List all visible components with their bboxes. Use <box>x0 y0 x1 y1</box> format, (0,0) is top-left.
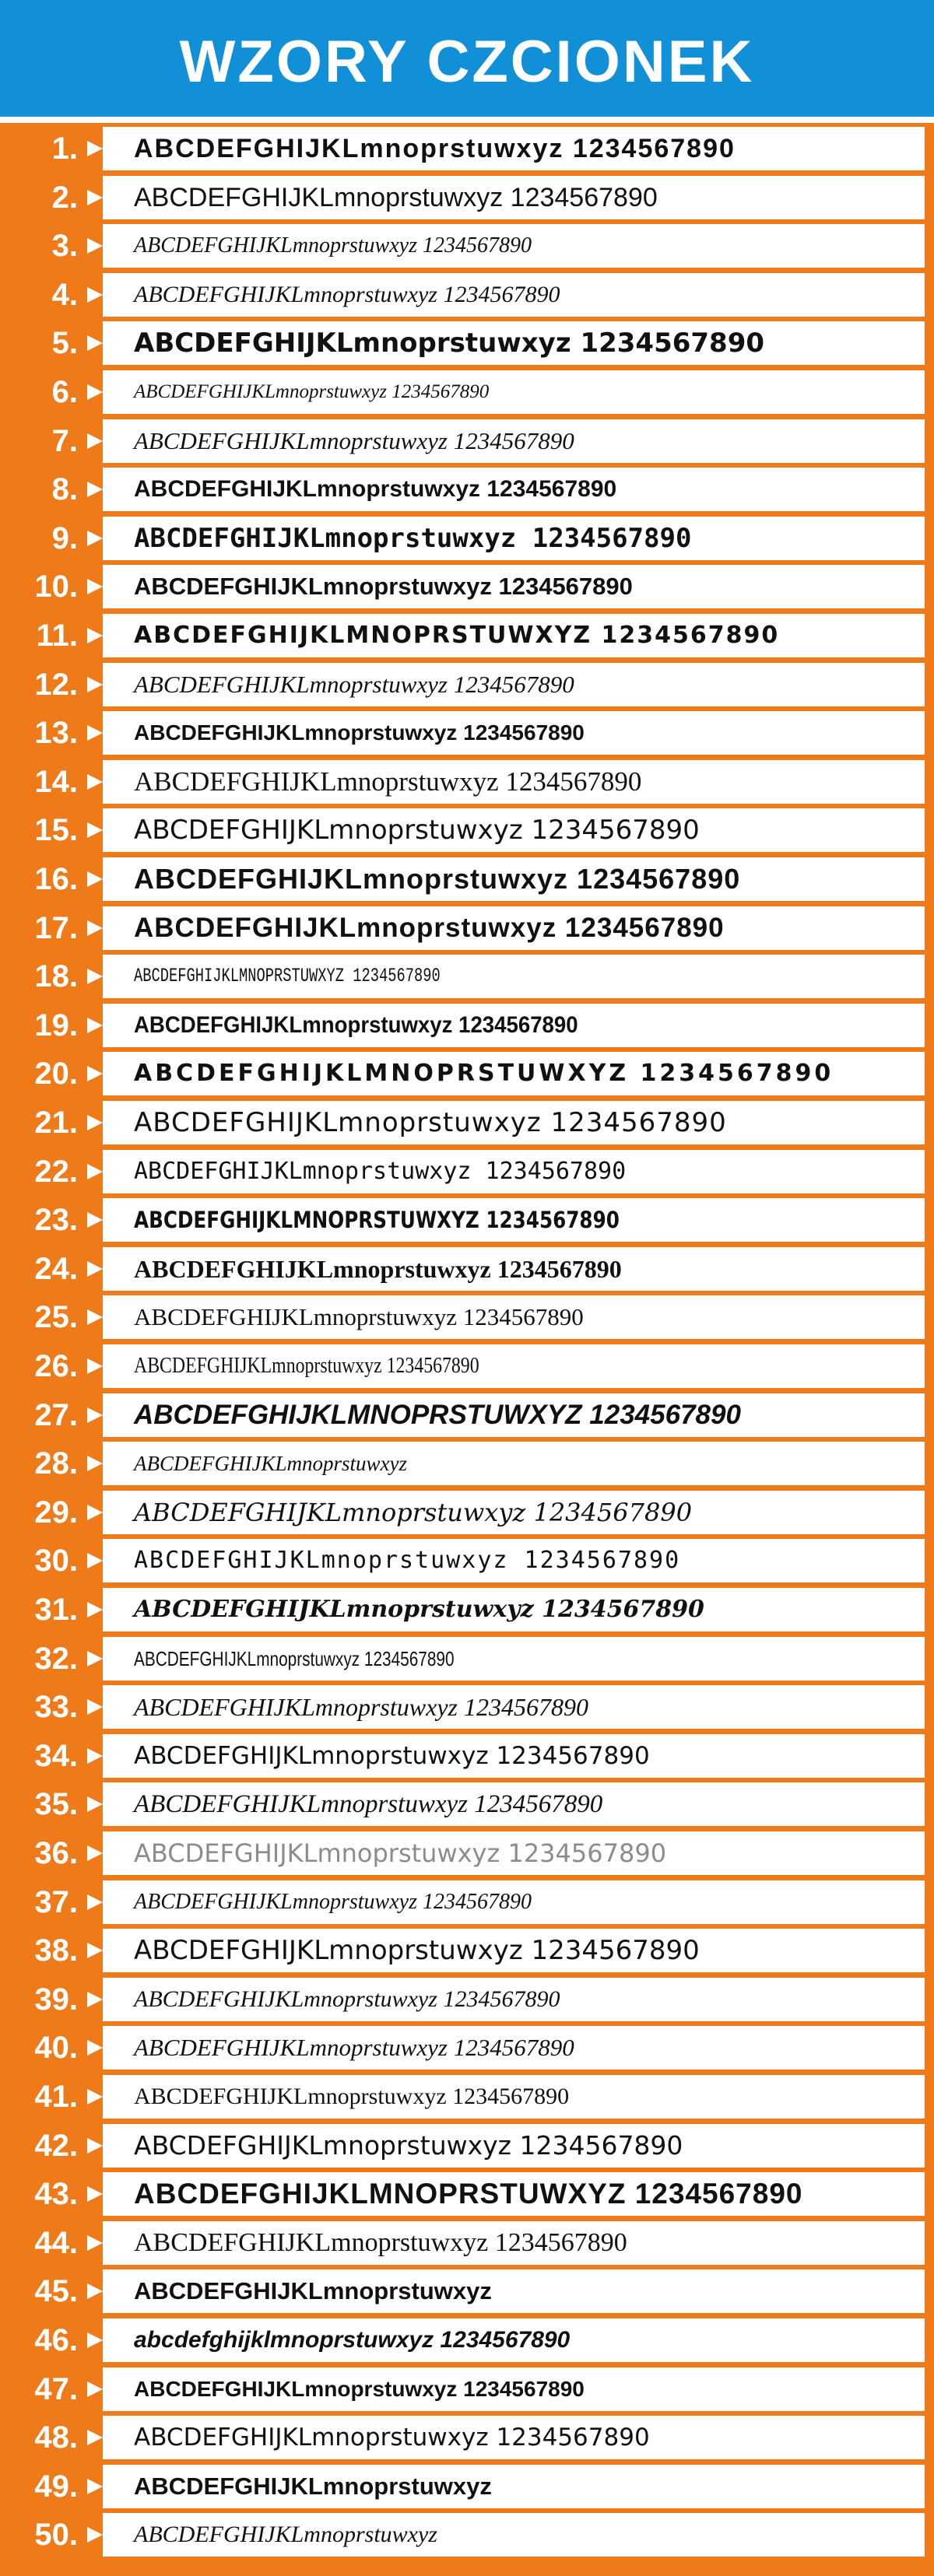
arrow-right-icon <box>87 531 103 546</box>
font-row <box>0 2465 934 2508</box>
font-number: 16. <box>34 862 78 896</box>
font-sample-panel <box>103 321 925 365</box>
font-sample-text: ABCDEFGHIJKLmnoprstuwxyz 1234567890 <box>134 720 585 745</box>
arrow-right-icon <box>87 2381 103 2397</box>
font-number: 5. <box>51 326 78 360</box>
font-row <box>0 1685 934 1729</box>
font-number: 37. <box>34 1885 78 1919</box>
font-sample-text: ABCDEFGHIJKLmnoprstuwxyz 1234567890 <box>134 1935 700 1966</box>
font-number: 25. <box>34 1300 78 1334</box>
font-sample-panel <box>103 2513 925 2557</box>
font-number: 45. <box>34 2274 78 2308</box>
font-sample-panel <box>103 468 925 511</box>
font-sample-panel <box>103 2221 925 2265</box>
font-sample-text: ABCDEFGHIJKLmnoprstuwxyz 1234567890 <box>134 282 560 307</box>
font-sample-text: ABCDEFGHIJKLmnoprstuwxyz 1234567890 <box>134 573 633 600</box>
font-sample-panel <box>103 1393 925 1437</box>
font-sample-panel <box>103 711 925 755</box>
font-sample-text: ABCDEFGHIJKLMNOPRSTUWXYZ 1234567890 <box>134 1400 741 1430</box>
font-number: 1. <box>51 131 78 166</box>
font-sample-panel <box>103 1588 925 1631</box>
font-sample-panel <box>103 127 925 170</box>
font-sample-text: ABCDEFGHIJKLmnoprstuwxyz 1234567890 <box>134 1107 727 1138</box>
font-number: 49. <box>34 2469 78 2504</box>
arrow-right-icon <box>87 1748 103 1764</box>
arrow-right-icon <box>87 1066 103 1081</box>
font-sample-text: ABCDEFGHIJKLMNOPRSTUWXYZ 1234567890 <box>134 2178 803 2210</box>
font-row <box>0 1344 934 1388</box>
font-sample-text: ABCDEFGHIJKLmnoprstuwxyz 1234567890 <box>134 2084 570 2109</box>
font-sample-text: ABCDEFGHIJKLmnoprstuwxyz 1234567890 <box>134 1498 693 1527</box>
font-number: 30. <box>34 1544 78 1578</box>
arrow-right-icon <box>87 822 103 838</box>
font-row <box>0 419 934 463</box>
font-sample-panel <box>103 1295 925 1339</box>
arrow-right-icon <box>87 1358 103 1374</box>
font-number: 36. <box>34 1836 78 1870</box>
arrow-right-icon <box>87 1505 103 1520</box>
font-row <box>0 1734 934 1778</box>
font-sample-text: ABCDEFGHIJKLmnoprstuwxyz 1234567890 <box>134 1838 667 1868</box>
font-row <box>0 1004 934 1047</box>
font-row <box>0 1101 934 1144</box>
font-sample-panel <box>103 808 925 852</box>
font-sample-text: ABCDEFGHIJKLMNOPRSTUWXYZ 1234567890 <box>134 965 441 987</box>
font-row <box>0 1150 934 1193</box>
font-row <box>0 1880 934 1924</box>
font-sample-text: ABCDEFGHIJKLmnoprstuwxyz 1234567890 <box>134 815 700 846</box>
font-sample-text: ABCDEFGHIJKLmnoprstuwxyz 1234567890 <box>134 1693 588 1721</box>
font-row <box>0 2513 934 2557</box>
font-number: 22. <box>34 1155 78 1189</box>
font-sample-text: ABCDEFGHIJKLmnoprstuwxyz 1234567890 <box>134 523 692 554</box>
arrow-right-icon <box>87 774 103 790</box>
arrow-right-icon <box>87 871 103 887</box>
font-sample-panel <box>103 1734 925 1778</box>
font-sample-panel <box>103 176 925 219</box>
font-sample-text: ABCDEFGHIJKLmnoprstuwxyz 1234567890 <box>134 2130 683 2161</box>
arrow-right-icon <box>87 1699 103 1715</box>
font-sample-text: ABCDEFGHIJKLmnoprstuwxyz 1234567890 <box>134 1012 578 1038</box>
font-sample-panel <box>103 1978 925 2021</box>
font-sample-text: ABCDEFGHIJKLmnoprstuwxyz 1234567890 <box>134 427 574 454</box>
font-sample-panel <box>103 2124 925 2168</box>
font-row <box>0 1588 934 1631</box>
font-sample-text: ABCDEFGHIJKLmnoprstuwxyz 1234567890 <box>134 1890 532 1914</box>
arrow-right-icon <box>87 2332 103 2348</box>
font-row <box>0 663 934 706</box>
font-row <box>0 2416 934 2459</box>
font-row <box>0 2026 934 2070</box>
font-number: 28. <box>34 1446 78 1481</box>
arrow-right-icon <box>87 2479 103 2494</box>
font-number: 32. <box>34 1642 78 1676</box>
arrow-right-icon <box>87 2527 103 2543</box>
font-number: 7. <box>51 424 78 458</box>
arrow-right-icon <box>87 335 103 351</box>
font-sample-text: ABCDEFGHIJKLmnoprstuwxyz <box>134 2277 492 2304</box>
arrow-right-icon <box>87 433 103 449</box>
font-number: 31. <box>34 1593 78 1627</box>
arrow-right-icon <box>87 1602 103 1617</box>
font-sample-panel <box>103 2026 925 2070</box>
arrow-right-icon <box>87 628 103 643</box>
arrow-right-icon <box>87 1796 103 1812</box>
font-row <box>0 711 934 755</box>
font-row <box>0 1393 934 1437</box>
font-sample-text: ABCDEFGHIJKLmnoprstuwxyz 1234567890 <box>134 1596 704 1623</box>
arrow-right-icon <box>87 1894 103 1910</box>
font-sample-panel <box>103 1198 925 1242</box>
font-row <box>0 176 934 219</box>
font-sample-text: ABCDEFGHIJKLmnoprstuwxyz 1234567890 <box>134 913 725 943</box>
arrow-right-icon <box>87 2430 103 2445</box>
font-number: 3. <box>51 229 78 263</box>
font-number: 39. <box>34 1982 78 2017</box>
font-sample-panel <box>103 273 925 317</box>
font-sample-panel <box>103 1637 925 1681</box>
font-sample-panel <box>103 2416 925 2459</box>
arrow-right-icon <box>87 1164 103 1179</box>
font-number: 23. <box>34 1203 78 1237</box>
arrow-right-icon <box>87 1309 103 1325</box>
font-row <box>0 1978 934 2021</box>
font-sample-text: ABCDEFGHIJKLmnoprstuwxyz 1234567890 <box>134 671 574 698</box>
arrow-right-icon <box>87 1261 103 1277</box>
font-number: 50. <box>34 2518 78 2552</box>
font-sample-panel <box>103 1929 925 1972</box>
font-row <box>0 955 934 998</box>
font-number: 46. <box>34 2323 78 2357</box>
font-row <box>0 2172 934 2216</box>
font-number: 17. <box>34 911 78 945</box>
font-row <box>0 2221 934 2265</box>
font-number: 38. <box>34 1933 78 1968</box>
font-sample-panel <box>103 1491 925 1534</box>
font-sample-text: ABCDEFGHIJKLmnoprstuwxyz <box>134 2522 437 2547</box>
font-row <box>0 1782 934 1826</box>
font-sample-text: ABCDEFGHIJKLMNOPRSTUWXYZ 1234567890 <box>134 1207 620 1233</box>
font-sample-panel <box>103 565 925 608</box>
font-sample-panel <box>103 419 925 463</box>
font-row <box>0 857 934 901</box>
font-row <box>0 2124 934 2168</box>
arrow-right-icon <box>87 1845 103 1861</box>
font-row <box>0 468 934 511</box>
font-sample-text: ABCDEFGHIJKLmnoprstuwxyz 1234567890 <box>134 2034 574 2061</box>
font-row <box>0 1491 934 1534</box>
arrow-right-icon <box>87 1651 103 1667</box>
font-number: 9. <box>51 521 78 556</box>
font-sample-text: ABCDEFGHIJKLmnoprstuwxyz 1234567890 <box>134 2424 650 2452</box>
arrow-right-icon <box>87 1018 103 1033</box>
font-sample-text: ABCDEFGHIJKLMNOPRSTUWXYZ 1234567890 <box>134 622 780 649</box>
font-sample-panel <box>103 370 925 414</box>
arrow-right-icon <box>87 2283 103 2299</box>
font-sample-text: ABCDEFGHIJKLmnoprstuwxyz 1234567890 <box>134 1547 681 1574</box>
font-row <box>0 1198 934 1242</box>
font-row <box>0 906 934 950</box>
font-sample-panel <box>103 955 925 998</box>
font-sample-text: ABCDEFGHIJKLmnoprstuwxyz 1234567890 <box>134 1255 622 1283</box>
font-row <box>0 1831 934 1875</box>
arrow-right-icon <box>87 2138 103 2154</box>
font-sample-text: ABCDEFGHIJKLmnoprstuwxyz <box>134 1452 407 1475</box>
font-sample-panel <box>103 1880 925 1924</box>
font-number: 18. <box>34 959 78 994</box>
font-sample-panel <box>103 1101 925 1144</box>
font-sample-panel <box>103 1782 925 1826</box>
font-number: 29. <box>34 1495 78 1530</box>
font-sample-panel <box>103 2172 925 2216</box>
font-number: 21. <box>34 1106 78 1140</box>
font-sample-panel <box>103 663 925 706</box>
font-row <box>0 273 934 317</box>
font-sample-panel <box>103 517 925 560</box>
font-sample-text: ABCDEFGHIJKLmnoprstuwxyz 1234567890 <box>134 1790 603 1818</box>
font-sample-text: ABCDEFGHIJKLmnoprstuwxyz <box>134 2473 492 2500</box>
font-number: 42. <box>34 2129 78 2163</box>
font-sample-text: ABCDEFGHIJKLmnoprstuwxyz 1234567890 <box>134 1303 584 1330</box>
font-sample-text: ABCDEFGHIJKLmnoprstuwxyz 1234567890 <box>134 1647 455 1670</box>
arrow-right-icon <box>87 2235 103 2251</box>
font-sample-text: ABCDEFGHIJKLmnoprstuwxyz 1234567890 <box>134 328 765 359</box>
font-sample-text: ABCDEFGHIJKLmnoprstuwxyz 1234567890 <box>134 2228 627 2257</box>
font-sample-panel <box>103 614 925 657</box>
font-sample-panel <box>103 1685 925 1729</box>
arrow-right-icon <box>87 2089 103 2105</box>
arrow-right-icon <box>87 141 103 156</box>
font-sample-text: ABCDEFGHIJKLMNOPRSTUWXYZ 1234567890 <box>134 1060 834 1087</box>
font-number: 47. <box>34 2372 78 2406</box>
font-row <box>0 321 934 365</box>
font-sample-panel <box>103 2075 925 2119</box>
font-row <box>0 1929 934 1972</box>
arrow-right-icon <box>87 677 103 692</box>
font-row <box>0 1539 934 1582</box>
font-sample-text: ABCDEFGHIJKLmnoprstuwxyz 1234567890 <box>134 1986 560 2012</box>
font-sample-text: ABCDEFGHIJKLmnoprstuwxyz 1234567890 <box>134 1742 650 1770</box>
font-row <box>0 1295 934 1339</box>
font-sample-panel <box>103 2367 925 2411</box>
font-number: 6. <box>51 375 78 409</box>
font-sample-text: ABCDEFGHIJKLmnoprstuwxyz 1234567890 <box>134 381 490 402</box>
arrow-right-icon <box>87 384 103 400</box>
arrow-right-icon <box>87 2186 103 2202</box>
arrow-right-icon <box>87 969 103 984</box>
font-sample-panel <box>103 1247 925 1291</box>
font-sample-text: abcdefghijklmnoprstuwxyz 1234567890 <box>134 2327 571 2353</box>
arrow-right-icon <box>87 920 103 936</box>
font-number: 35. <box>34 1787 78 1821</box>
font-row <box>0 614 934 657</box>
arrow-right-icon <box>87 579 103 594</box>
font-row <box>0 1052 934 1095</box>
font-sample-panel <box>103 760 925 804</box>
font-number: 11. <box>36 619 78 653</box>
font-sample-text: ABCDEFGHIJKLmnoprstuwxyz 1234567890 <box>134 1158 627 1185</box>
font-number: 44. <box>34 2226 78 2260</box>
font-sample-text: ABCDEFGHIJKLmnoprstuwxyz 1234567890 <box>134 766 642 797</box>
font-sample-panel <box>103 857 925 901</box>
font-sample-text: ABCDEFGHIJKLmnoprstuwxyz 1234567890 <box>134 476 617 502</box>
font-sample-panel <box>103 2269 925 2313</box>
font-sample-panel <box>103 1004 925 1047</box>
font-number: 27. <box>34 1398 78 1432</box>
arrow-right-icon <box>87 725 103 741</box>
font-number: 4. <box>51 278 78 312</box>
font-row <box>0 1247 934 1291</box>
font-sample-panel <box>103 1539 925 1582</box>
font-sample-text: ABCDEFGHIJKLmnoprstuwxyz 1234567890 <box>134 863 741 895</box>
font-row <box>0 2318 934 2362</box>
font-number: 2. <box>51 180 78 215</box>
arrow-right-icon <box>87 1553 103 1568</box>
font-number: 41. <box>34 2080 78 2114</box>
arrow-right-icon <box>87 2040 103 2056</box>
font-sample-text: ABCDEFGHIJKLmnoprstuwxyz 1234567890 <box>134 134 736 163</box>
font-row <box>0 760 934 804</box>
font-sample-text: ABCDEFGHIJKLmnoprstuwxyz 1234567890 <box>134 2377 585 2401</box>
font-number: 15. <box>34 813 78 847</box>
font-sample-panel <box>103 1831 925 1875</box>
arrow-right-icon <box>87 1992 103 2007</box>
page-title: WZORY CZCIONEK <box>179 29 755 95</box>
font-row <box>0 808 934 852</box>
font-sample-panel <box>103 224 925 268</box>
font-sample-text: ABCDEFGHIJKLmnoprstuwxyz 1234567890 <box>134 1354 479 1378</box>
font-number: 10. <box>34 570 78 604</box>
font-number: 26. <box>34 1349 78 1383</box>
header-divider <box>0 117 934 123</box>
font-sample-text: ABCDEFGHIJKLmnoprstuwxyz 1234567890 <box>134 233 532 258</box>
font-row <box>0 2269 934 2313</box>
arrow-right-icon <box>87 1407 103 1423</box>
arrow-right-icon <box>87 1115 103 1130</box>
font-number: 34. <box>34 1739 78 1773</box>
arrow-right-icon <box>87 287 103 303</box>
font-sample-panel <box>103 1442 925 1485</box>
font-number: 43. <box>34 2177 78 2211</box>
arrow-right-icon <box>87 1456 103 1471</box>
font-row <box>0 1637 934 1681</box>
header-bar <box>0 0 934 121</box>
arrow-right-icon <box>87 190 103 205</box>
font-sample-panel <box>103 1344 925 1388</box>
font-number: 12. <box>34 668 78 702</box>
font-row <box>0 2075 934 2119</box>
font-sample-panel <box>103 906 925 950</box>
font-number: 33. <box>34 1690 78 1724</box>
font-row <box>0 565 934 608</box>
font-number: 19. <box>34 1008 78 1043</box>
font-row <box>0 1442 934 1485</box>
font-sample-text: ABCDEFGHIJKLmnoprstuwxyz 1234567890 <box>134 183 658 212</box>
font-row <box>0 517 934 560</box>
arrow-right-icon <box>87 482 103 497</box>
font-number: 48. <box>34 2420 78 2455</box>
arrow-right-icon <box>87 1212 103 1228</box>
font-sample-panel <box>103 1052 925 1095</box>
font-number: 20. <box>34 1057 78 1091</box>
font-number: 14. <box>34 765 78 799</box>
font-sample-panel <box>103 2465 925 2508</box>
font-number: 13. <box>34 716 78 750</box>
font-number: 8. <box>51 472 78 506</box>
font-sample-panel <box>103 2318 925 2362</box>
font-sample-panel <box>103 1150 925 1193</box>
font-row <box>0 370 934 414</box>
font-number: 24. <box>34 1252 78 1286</box>
arrow-right-icon <box>87 1943 103 1958</box>
arrow-right-icon <box>87 238 103 254</box>
font-row <box>0 2367 934 2411</box>
font-number: 40. <box>34 2031 78 2065</box>
font-row <box>0 224 934 268</box>
font-row <box>0 127 934 170</box>
